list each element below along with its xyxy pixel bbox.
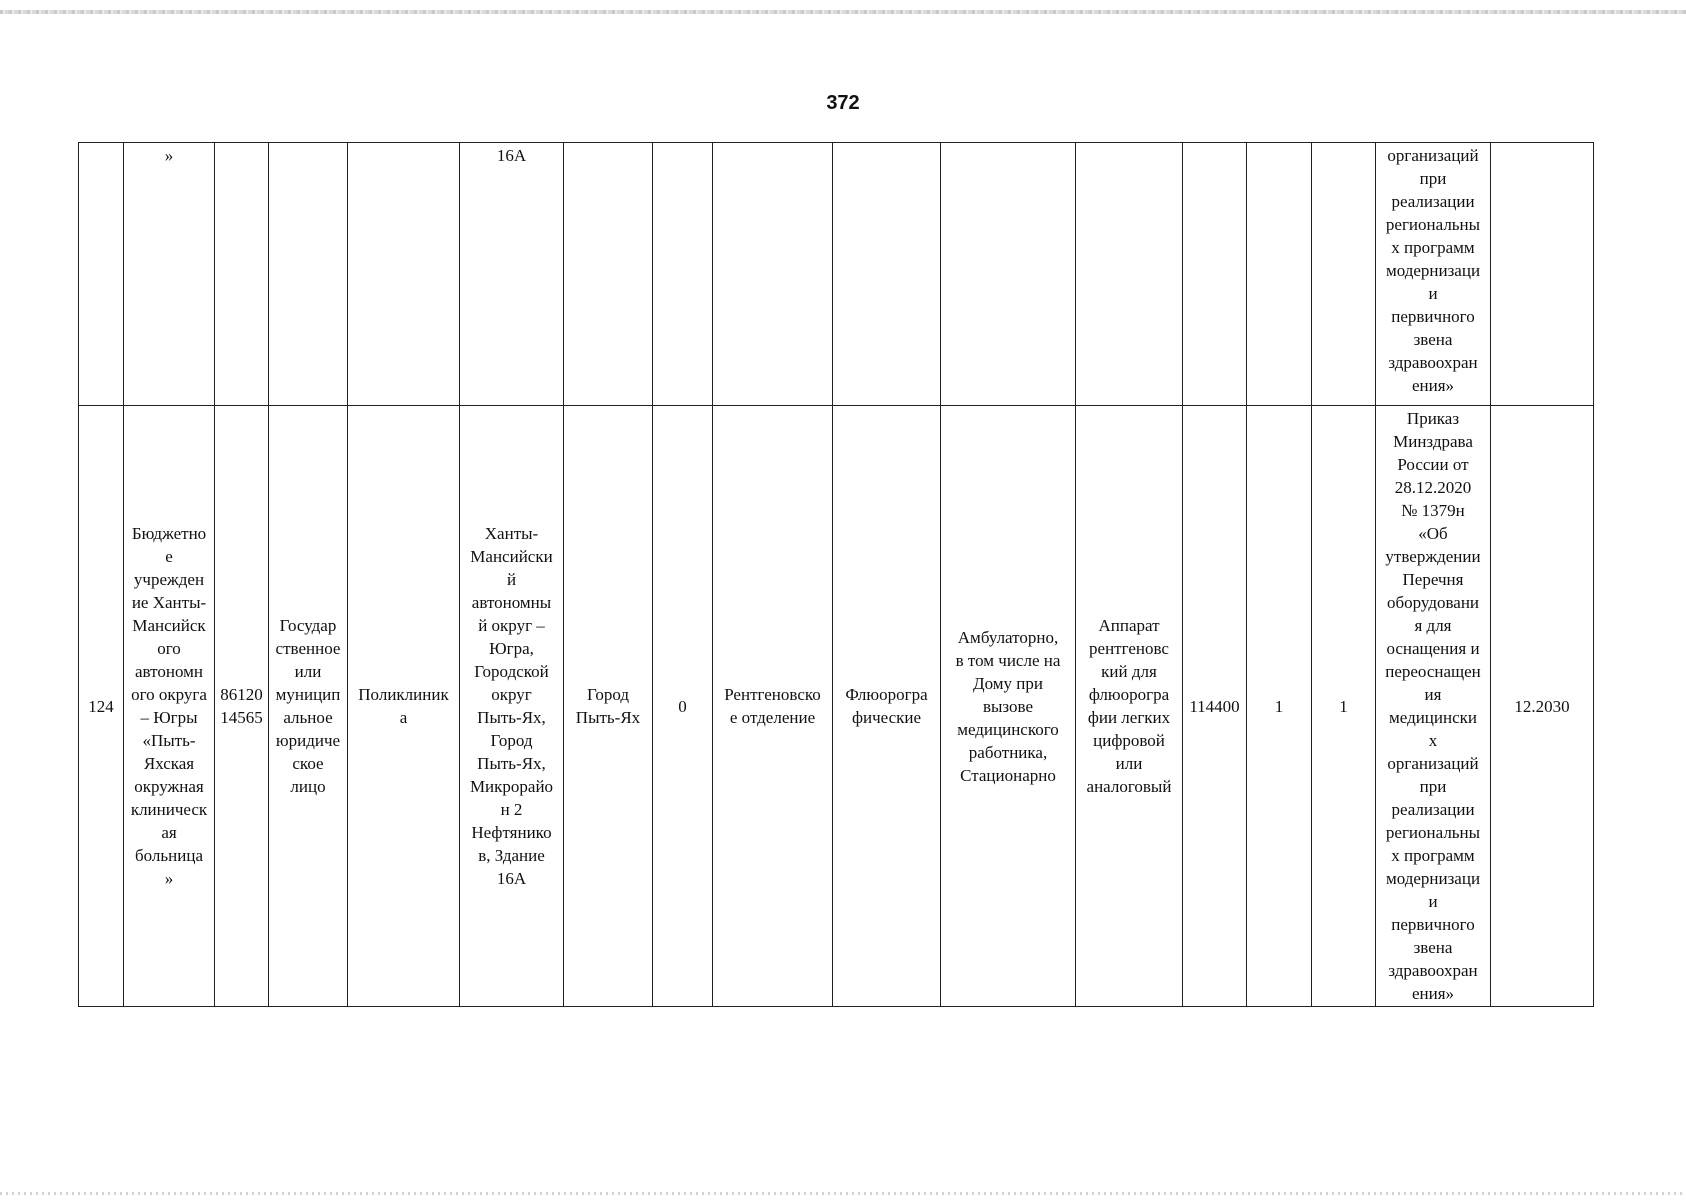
- cell-code: [1183, 143, 1247, 406]
- cell-facility-type: Поликлиник а: [348, 406, 460, 1007]
- cell-equipment: Аппарат рентгеновс кий для флюорогра фии легких цифровой или аналоговый: [1076, 406, 1183, 1007]
- cell-legal-form: [269, 143, 348, 406]
- page-number: 372: [826, 92, 860, 114]
- cell-facility-type: [348, 143, 460, 406]
- cell-number: 124: [79, 406, 124, 1007]
- cell-inn: 86120 14565: [215, 406, 269, 1007]
- cell-date: 12.2030: [1491, 406, 1594, 1007]
- cell-locality: [564, 143, 653, 406]
- cell-number: [79, 143, 124, 406]
- cell-regulation: организаций при реализации региональны х программ модернизаци и первичного звена здравоохран ения»: [1376, 143, 1491, 406]
- cell-care-conditions: [941, 143, 1076, 406]
- equipment-table: [78, 142, 1594, 1007]
- cell-regulation: Приказ Минздрава России от 28.12.2020 № 1379н «Об утверждении Перечня оборудовани я для оснащения и переоснащен ия медицински х организаций при реализации региональны х программ модернизаци и первичного звена здравоохран ения»: [1376, 406, 1491, 1007]
- cell-address: Ханты- Мансийски й автономны й округ – Югра, Городской округ Пыть-Ях, Город Пыть-Ях, Микрорайо н 2 Нефтянико в, Здание 16А: [460, 406, 564, 1007]
- cell-zero-value: 0: [653, 406, 713, 1007]
- cell-organization: »: [124, 143, 215, 406]
- cell-count-a: [1247, 143, 1312, 406]
- table-row: [79, 406, 1594, 1007]
- cell-care-conditions: Амбулаторно, в том числе на Дому при вызове медицинского работника, Стационарно: [941, 406, 1076, 1007]
- cell-organization: Бюджетно е учрежден ие Ханты- Мансийск ого автономн ого округа – Югры «Пыть- Яхская окружная клиническ ая больница »: [124, 406, 215, 1007]
- cell-department: [713, 143, 833, 406]
- cell-code: 114400: [1183, 406, 1247, 1007]
- cell-count-b: [1312, 143, 1376, 406]
- cell-equipment: [1076, 143, 1183, 406]
- cell-profile: [833, 143, 941, 406]
- cell-count-a: 1: [1247, 406, 1312, 1007]
- cell-zero-value: [653, 143, 713, 406]
- cell-count-b: 1: [1312, 406, 1376, 1007]
- cell-profile: Флюорогра фические: [833, 406, 941, 1007]
- cell-date: [1491, 143, 1594, 406]
- scan-edge-top: [0, 10, 1686, 14]
- scan-edge-bottom: [0, 1192, 1686, 1195]
- cell-legal-form: Государ ственное или муницип альное юридиче ское лицо: [269, 406, 348, 1007]
- cell-address: 16А: [460, 143, 564, 406]
- table-row: [79, 143, 1594, 406]
- cell-inn: [215, 143, 269, 406]
- cell-department: Рентгеновско е отделение: [713, 406, 833, 1007]
- cell-locality: Город Пыть-Ях: [564, 406, 653, 1007]
